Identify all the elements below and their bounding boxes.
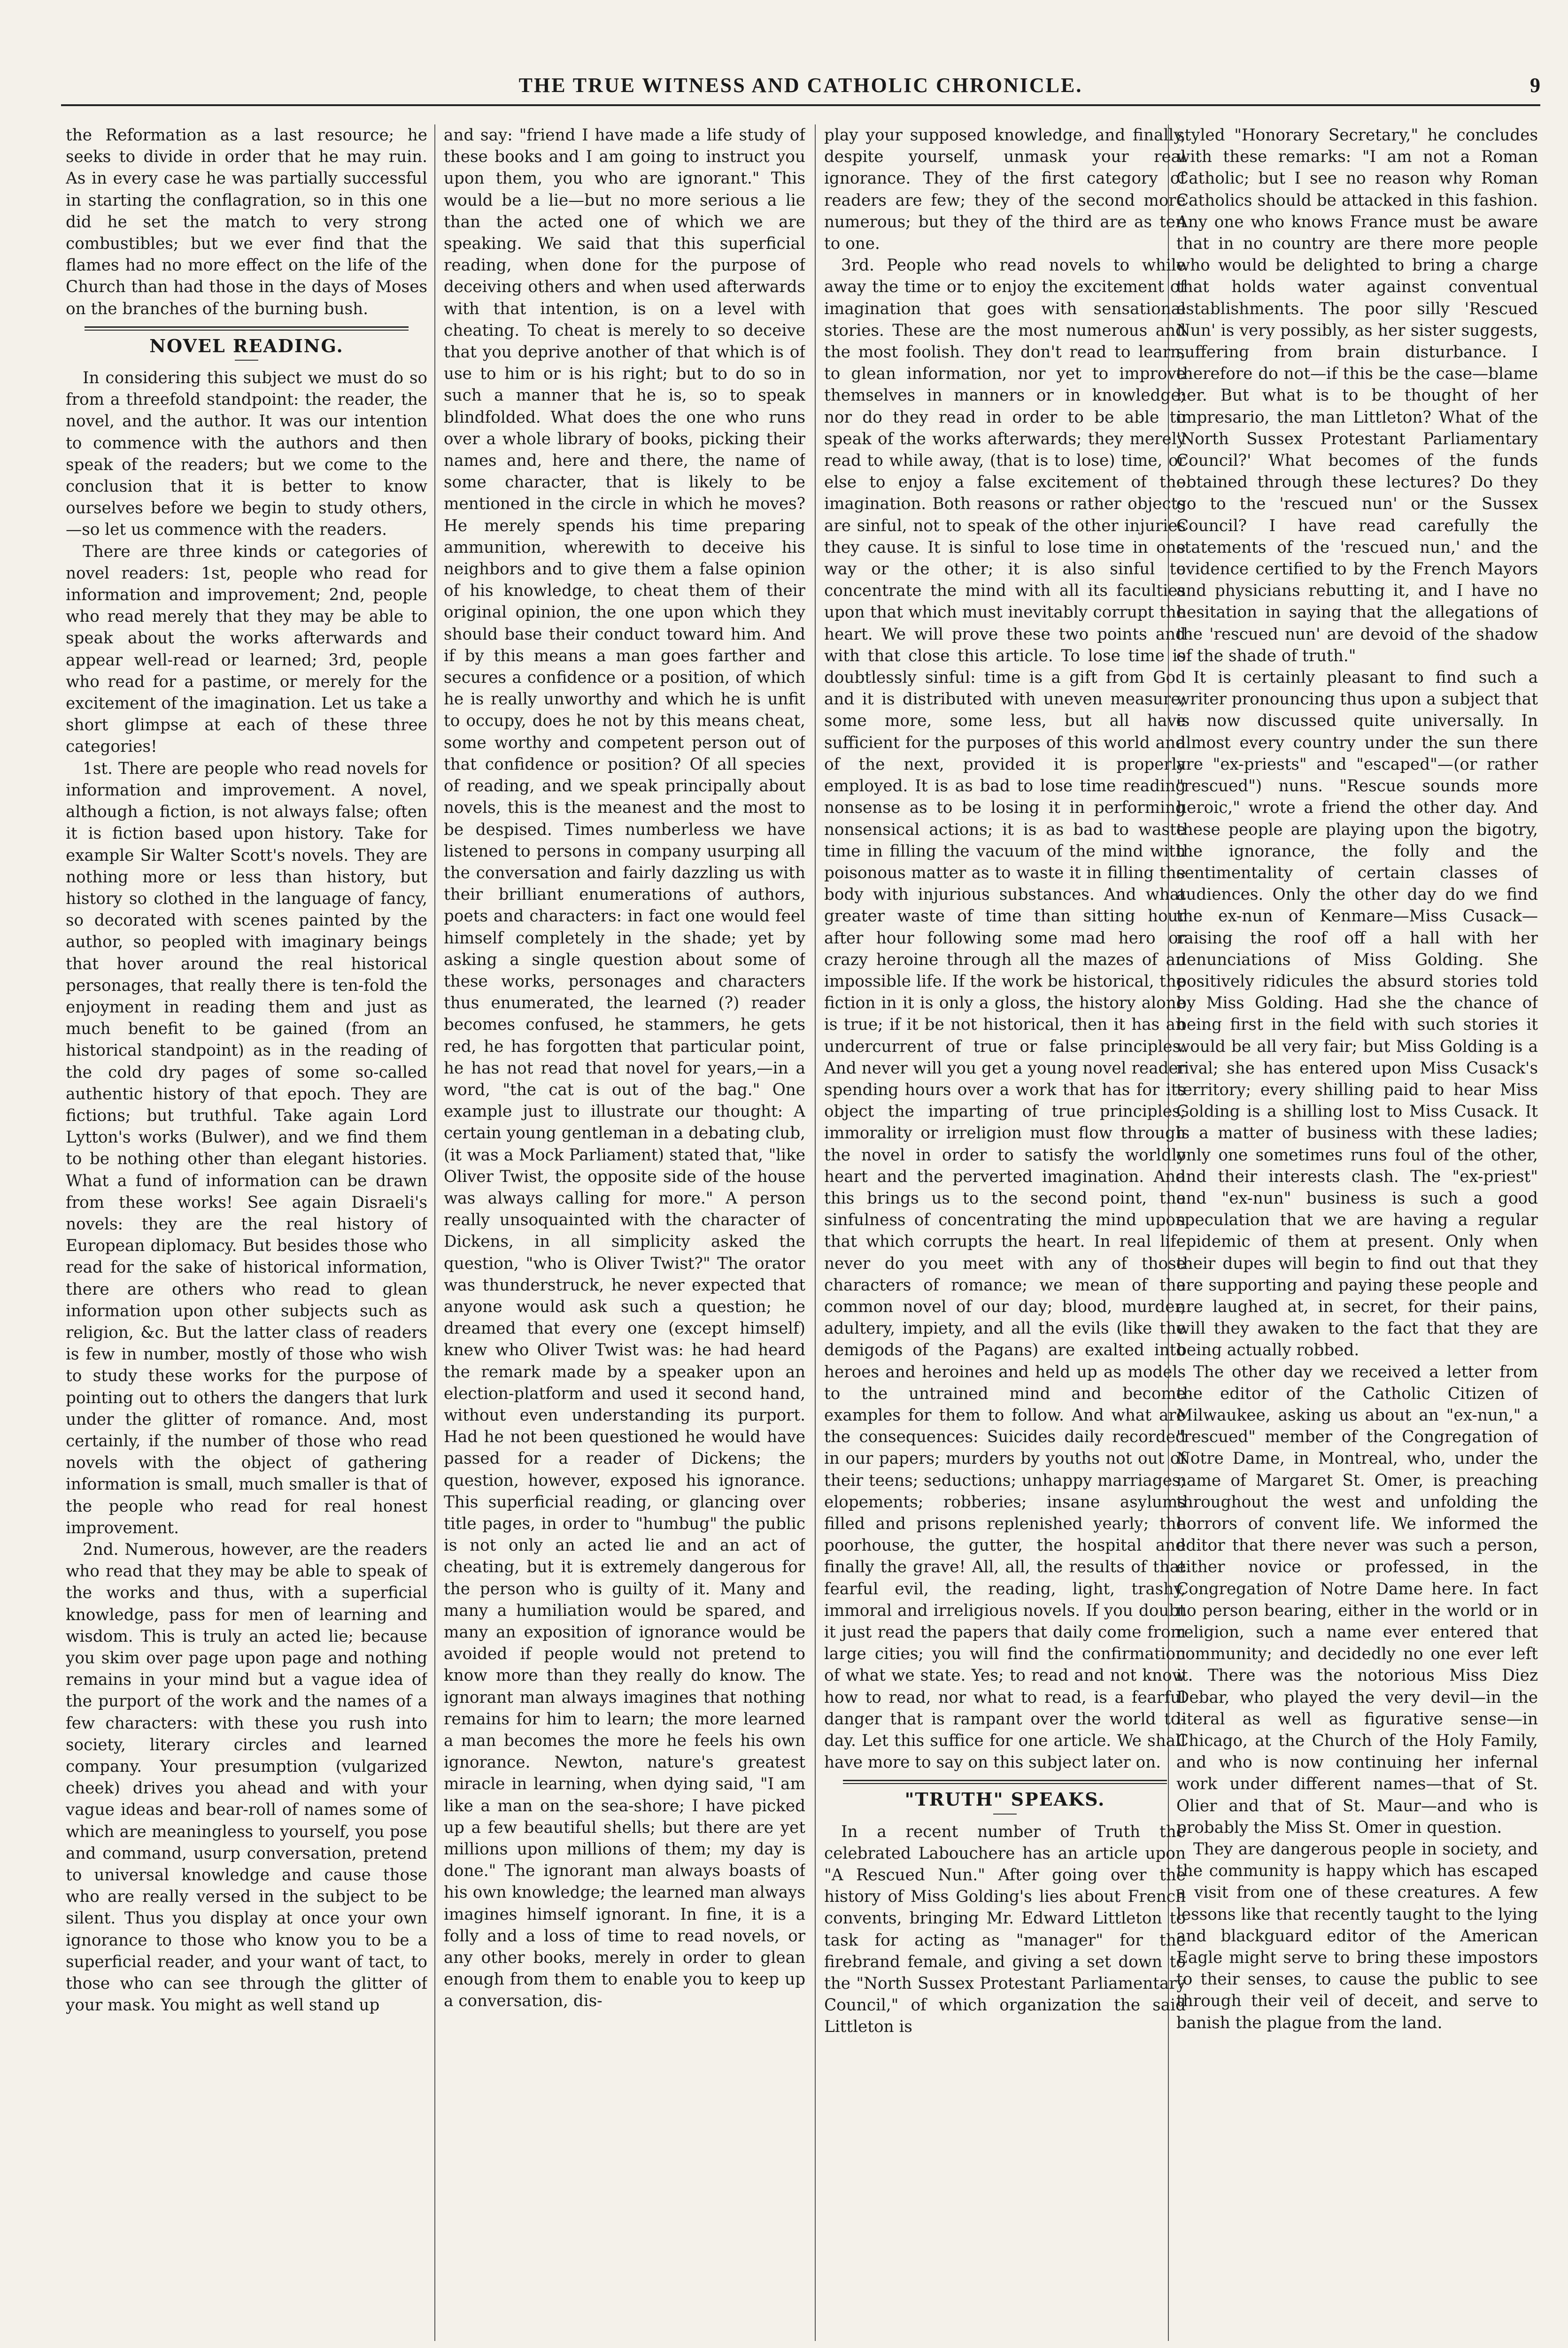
article-paragraph: styled "Honorary Secretary," he concludes with these remarks: "I am not a Roman Catholic; but I see no reason why Roman Catholics should be attacked in this fashion. Any one who knows France must be aware that in no country are there more people who would be delighted to bring a charge that holds water against conventual establishments. The poor silly 'Rescued Nun' is very possibly, as her sister suggests, suffering from brain disturbance. I therefore do not—if this be the case—blame her. But what is to be thought of her impresario, the man Littleton? What of the 'North Sussex Protestant Parliamentary Council?' What becomes of the funds obtained through these lectures? Do they go to the 'rescued nun' or the Sussex Council? I have read carefully the statements of the 'rescued nun,' and the evidence certified to by the French Mayors and physicians rebutting it, and I have no hesitation in saying that the allegations of the 'rescued nun' are devoid of the shadow of the shade of truth.": [1176, 126, 1538, 665]
column-divider: [434, 124, 435, 2341]
article-paragraph: and say: "friend I have made a life study of these books and I am going to instruct you upon them, you who are ignorant." This would be a lie—but no more serious a lie than the acted one of which we are speaking. We said that this superficial reading, when done for the purpose of deceiving others and when used afterwards with that intention, is on a level with cheating. To cheat is merely to so deceive that you deprive another of that which is of use to him or is his right; but to do so in such a manner that he is, so to speak blindfolded. What does the one who runs over a whole library of books, picking their names and, here and there, the name of some character, that is likely to be mentioned in the circle in which he moves? He merely spends his time preparing ammunition, wherewith to deceive his neighbors and to give them a false opinion of his knowledge, to cheat them of their original opinion, the one upon which they should base their conduct toward him. And if by this means a man goes farther and secures a confidence or a position, of which he is really unworthy and which he is unfit to occupy, does he not by this means cheat, some worthy and competent person out of that confidence or position? Of all species of reading, and we speak principally about novels, this is the meanest and the most to be despised. Times numberless we have listened to persons in company usurping all the conversation and fairly dazzling us with their brilliant enumerations of authors, poets and characters: in fact one would feel himself completely in the shade; yet by asking a single question about some of these works, personages and characters thus enumerated, the learned (?) reader becomes confused, he stammers, he gets red, he has forgotten that particular point, he has not read that novel for years,—in a word, "the cat is out of the bag." One example just to illustrate our thought: A certain young gentleman in a debating club, (it was a Mock Parliament) stated that, "like Oliver Twist, the opposite side of the house was always calling for more." A person really unsoquainted with the character of Dickens, in all simplicity asked the question, "who is Oliver Twist?" The orator was thunderstruck, he never expected that anyone would ask such a question; he dreamed that every one (except himself) knew who Oliver Twist was: he had heard the remark made by a speaker upon an election-platform and used it second hand, without even understanding its purport. Had he not been questioned he would have passed for a reader of Dickens; the question, however, exposed his ignorance. This superficial reading, or glancing over title pages, in order to "humbug" the public is not only an acted lie and an act of cheating, but it is extremely dangerous for the person who is guilty of it. Many and many a humiliation would be spared, and many an exposition of ignorance would be avoided if people would not pretend to know more than they really do know. The ignorant man always imagines that nothing remains for him to learn; the more learned a man becomes the more he feels his own ignorance. Newton, nature's greatest miracle in learning, when dying said, "I am like a man on the sea-shore; I have picked up a few beautiful shells; but there are yet millions upon millions of them; my day is done." The ignorant man always boasts of his own knowledge; the learned man always imagines himself ignorant. In fine, it is a folly and a loss of time to read novels, or any other books, merely in order to glean enough from them to enable you to keep up a conversation, dis-: [444, 126, 805, 2011]
column-divider: [815, 124, 816, 2341]
masthead: [61, 70, 1540, 113]
section-divider: [85, 326, 409, 331]
column-1: [66, 124, 427, 2341]
masthead-rule: [61, 104, 1540, 106]
article-paragraph: In a recent number of Truth the celebrated Labouchere has an article upon "A Rescued Nun." After going over the history of Miss Golding's lies about French convents, bringing Mr. Edward Littleton to task for acting as "manager" for the firebrand female, and giving a set down to the "North Sussex Protestant Parliamentary Council," of which organization the said Littleton is: [824, 1822, 1186, 2037]
column-3: [824, 124, 1186, 2341]
section-heading-novel-reading: NOVEL READING.: [149, 335, 344, 356]
article-paragraph: In considering this subject we must do so from a threefold standpoint: the reader, the novel, and the author. It was our intention to commence with the authors and then speak of the readers; but we come to the conclusion that it is better to know ourselves before we begin to study others,—so let us commence with the readers.: [66, 369, 427, 540]
column-4: [1176, 124, 1538, 2341]
section-divider: [843, 1780, 1167, 1784]
heading-rule: [235, 360, 258, 361]
article-paragraph: 3rd. People who read novels to while away the time or to enjoy the excitement of imagination that goes with sensational stories. These are the most numerous and the most foolish. They don't read to learn, to glean information, nor yet to improve themselves in manners or in knowledge; nor do they read in order to be able to speak of the works afterwards; they merely read to while away, (that is to lose) time, or else to enjoy a false excitement of the imagination. Both reasons or rather objects are sinful, not to speak of the other injuries they cause. It is sinful to lose time in one way or the other; it is also sinful to concentrate the mind with all its faculties upon that which must inevitably corrupt the heart. We will prove these two points and with that close this article. To lose time is doubtlessly sinful: time is a gift from God and it is distributed with uneven measure; some more, some less, but all have sufficient for the purposes of this world and of the next, provided it is properly employed. It is as bad to lose time reading nonsense as to be losing it in performing nonsensical actions; it is as bad to waste time in filling the vacuum of the mind with poisonous matter as to waste it in filling the body with injurious substances. And what greater waste of time than sitting hour after hour following some mad hero or crazy heroine through all the mazes of an impossible life. If the work be historical, the fiction in it is only a gloss, the history alone is true; if it be not historical, then it has an undercurrent of true or false principles. And never will you get a young novel reader spending hours over a work that has for its object the imparting of true principles; immorality or irreligion must flow through the novel in order to satisfy the worldly heart and the perverted imagination. And this brings us to the second point, the sinfulness of concentrating the mind upon that which corrupts the heart. In real life never do you meet with any of those characters of romance; we mean of the common novel of our day; blood, murder, adultery, impiety, and all the evils (like the demigods of the Pagans) are exalted into heroes and heroines and held up as models to the untrained mind and become examples for them to follow. And what are the consequences: Suicides daily recorded in our papers; murders by youths not out of their teens; seductions; unhappy marriages; elopements; robberies; insane asylums filled and prisons replenished yearly; the poorhouse, the gutter, the hospital and finally the grave! All, all, the results of that fearful evil, the reading, light, trashy, immoral and irreligious novels. If you doubt it just read the papers that daily come from large cities; you will find the confirmation of what we state. Yes; to read and not know how to read, nor what to read, is a fearful danger that is rampant over the world to-day. Let this suffice for one article. We shall have more to say on this subject later on.: [824, 256, 1186, 1772]
article-paragraph: The other day we received a letter from the editor of the Catholic Citizen of Milwaukee, asking us about an "ex-nun," a "rescued" member of the Congregation of Notre Dame, in Montreal, who, under the name of Margaret St. Omer, is preaching throughout the west and unfolding the horrors of convent life. We informed the editor that there never was such a person, either novice or professed, in the Congregation of Notre Dame here. In fact no person bearing, either in the world or in religion, such a name ever entered that community; and decidedly no one ever left it. There was the notorious Miss Diez Debar, who played the very devil—in the literal as well as figurative sense—in Chicago, at the Church of the Holy Family, and who is now continuing her infernal work under different names—that of St. Olier and that of St. Maur—and who is probably the Miss St. Omer in question.: [1176, 1362, 1538, 1837]
heading-rule: [993, 1814, 1017, 1815]
column-2: [444, 124, 805, 2341]
article-paragraph: play your supposed knowledge, and finally, despite yourself, unmask your real ignorance. They of the first category of readers are few; they of the second more numerous; but they of the third are as ten to one.: [824, 126, 1186, 254]
article-paragraph: It is certainly pleasant to find such a writer pronouncing thus upon a subject that is now discussed quite universally. In almost every country under the sun there are "ex-priests" and "escaped"—(or rather "rescued") nuns. "Rescue sounds more heroic," wrote a friend the other day. And these people are playing upon the bigotry, the ignorance, the folly and the sentimentality of certain classes of audiences. Only the other day do we find the ex-nun of Kenmare—Miss Cusack—raising the roof off a hall with her denunciations of Miss Golding. She positively ridicules the absurd stories told by Miss Golding. Had she the chance of being first in the field with such stories it would be all very fair; but Miss Golding is a rival; she has entered upon Miss Cusack's territory; every shilling paid to hear Miss Golding is a shilling lost to Miss Cusack. It is a matter of business with these ladies; only one sometimes runs foul of the other, and their interests clash. The "ex-priest" and "ex-nun" business is such a good speculation that we are having a regular epidemic of them at present. Only when their dupes will begin to find out that they are supporting and paying these people and are laughed at, in secret, for their pains, will they awaken to the fact that they are being actually robbed.: [1176, 668, 1538, 1360]
page-number: 9: [1530, 74, 1540, 97]
article-paragraph: 1st. There are people who read novels for information and improvement. A novel, although a fiction, is not always false; often it is fiction based upon history. Take for example Sir Walter Scott's novels. They are nothing more or less than history, but history so clothed in the language of fancy, so decorated with scenes painted by the author, so peopled with imaginary beings that hover around the real historical personages, that really there is ten-fold the enjoyment in reading them and just as much benefit to be gained (from an historical standpoint) as in the reading of the cold dry pages of some so-called authentic history of that epoch. They are fictions; but truthful. Take again Lord Lytton's works (Bulwer), and we find them to be nothing other than elegant histories. What a fund of information can be drawn from these works! See again Disraeli's novels: they are the real history of European diplomacy. But besides those who read for the sake of historical information, there are others who read to glean information upon other subjects such as religion, &c. But the latter class of readers is few in number, mostly of those who wish to study these works for the purpose of pointing out to others the dangers that lurk under the glitter of romance. And, most certainly, if the number of those who read novels with the object of gathering information is small, much smaller is that of the people who read for real honest improvement.: [66, 759, 427, 1537]
article-paragraph: They are dangerous people in society, and the community is happy which has escaped a visit from one of these creatures. A few lessons like that recently taught to the lying and blackguard editor of the American Eagle might serve to bring these impostors to their senses, to cause the public to see through their veil of deceit, and serve to banish the plague from the land.: [1176, 1840, 1538, 2032]
article-paragraph: There are three kinds or categories of novel readers: 1st, people who read for information and improvement; 2nd, people who read merely that they may be able to speak about the works afterwards and appear well-read or learned; 3rd, people who read for a pastime, or merely for the excitement of the imagination. Let us take a short glimpse at each of these three categories!: [66, 542, 427, 757]
section-heading-truth-speaks: "TRUTH" SPEAKS.: [904, 1789, 1105, 1810]
article-paragraph: 2nd. Numerous, however, are the readers who read that they may be able to speak of the works and thus, with a superficial knowledge, pass for men of learning and wisdom. This is truly an acted lie; because you skim over page upon page and nothing remains in your mind but a vague idea of the purport of the work and the names of a few characters: with these you rush into society, literary circles and learned company. Your presumption (vulgarized cheek) drives you ahead and with your vague ideas and bear-roll of names some of which are meaningless to yourself, you pose and command, usurp conversation, pretend to universal knowledge and cause those who are really versed in the subject to be silent. Thus you display at once your own ignorance to those who know you to be a superficial reader, and your want of tact, to those who can see through the glitter of your mask. You might as well stand up: [66, 1540, 427, 2015]
article-paragraph: the Reformation as a last resource; he seeks to divide in order that he may ruin. As in every case he was partially successful in starting the conflagration, so in this one did he set the match to very strong combustibles; but we ever find that the flames had no more effect on the life of the Church than had those in the days of Moses on the branches of the burning bush.: [66, 126, 427, 318]
newspaper-title: THE TRUE WITNESS AND CATHOLIC CHRONICLE.: [518, 74, 1083, 97]
